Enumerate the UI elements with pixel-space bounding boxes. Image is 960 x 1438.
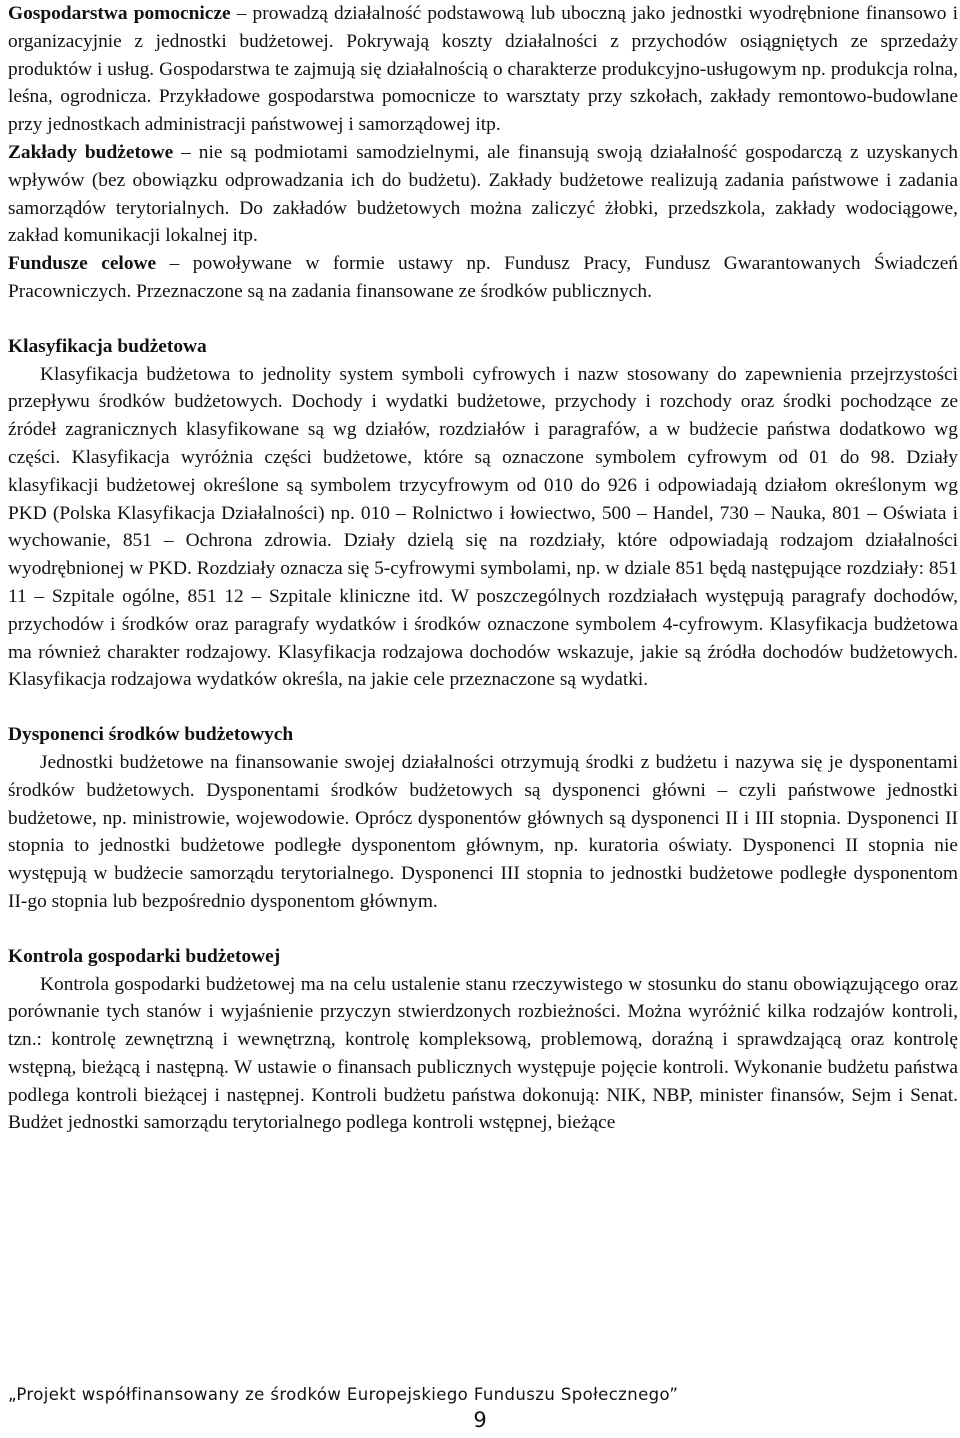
section-kontrola	[8, 943, 958, 1138]
section-body: Klasyfikacja budżetowa to jednolity system symboli cyfrowych i nazw stosowany do zapewnienia przejrzystości przepływu środków budżetowych. Dochody i wydatki budżetowe, przychody i rozchody oraz środki pochodzące ze źródeł zagranicznych klasyfikowane są wg działów, rozdziałów i paragrafów, a w budżecie państwa dodatkowo wg części. Klasyfikacja wyróżnia części budżetowe, które są oznaczone symbolem cyfrowym od 01 do 98. Działy klasyfikacji budżetowej określone są symbolem trzycyfrowym od 010 do 926 i odpowiadają działom określonym wg PKD (Polska Klasyfikacja Działalności) np. 010 – Rolnictwo i łowiectwo, 500 – Handel, 730 – Nauka, 801 – Oświata i wychowanie, 851 – Ochrona zdrowia. Działy dzielą się na rozdziały, które odpowiadają rodzajom działalności wyodrębnionej w PKD. Rozdziały oznacza się 5-cyfrowymi symbolami, np. w dziale 851 będą następujące rozdziały: 851 11 – Szpitale ogólne, 851 12 – Szpitale kliniczne itd. W poszczególnych rozdziałach występują paragrafy dochodów, przychodów i środków oraz paragrafy wydatków i środków oznaczone symbolem 4-cyfrowym. Klasyfikacja budżetowa ma również charakter rodzajowy. Klasyfikacja rodzajowa dochodów wskazuje, jakie są źródła dochodów budżetowych. Klasyfikacja rodzajowa wydatków określa, na jakie cele przeznaczone są wydatki.	[8, 363, 958, 691]
term-fundusze-celowe: Fundusze celowe	[8, 253, 157, 275]
definition-zaklady-budzetowe: – nie są podmiotami samodzielnymi, ale finansują swoją działalność gospodarczą z uzyskanych wpływów (bez obowiązku odprowadzania ich do budżetu). Zakłady budżetowe realizują zadania państwowe i zadania samorządów terytorialnych. Do zakładów budżetowych można zaliczyć żłobki, przedszkola, zakłady wodociągowe, zakład komunikacji lokalnej itp.	[8, 141, 959, 247]
footer-note: „Projekt współfinansowany ze środków Europejskiego Funduszu Społecznego”	[8, 1385, 679, 1404]
paragraph-fundusze-celowe	[8, 250, 958, 306]
section-body: Kontrola gospodarki budżetowej ma na celu ustalenie stanu rzeczywistego w stosunku do stanu obowiązującego oraz porównanie tych stanów i wyjaśnienie przyczyn stwierdzonych rozbieżności. Można wyróżnić kilka rodzajów kontroli, tzn.: kontrolę zewnętrzną i wewnętrzną, kontrolę kompleksową, problemową, doraźną i sprawdzającą oraz kontrolę wstępną, bieżącą i następną. W ustawie o finansach publicznych występuje pojęcie kontroli. Wykonanie budżetu państwa podlega kontroli bieżącej i następnej. Kontroli budżetu państwa dokonują: NIK, NBP, minister finansów, Sejm i Senat. Budżet jednostki samorządu terytorialnego podlega kontroli wstępnej, bieżące	[8, 973, 958, 1134]
term-zaklady-budzetowe: Zakłady budżetowe	[8, 141, 174, 163]
section-heading: Dysponenci środków budżetowych	[8, 724, 294, 746]
page-number: 9	[473, 1408, 487, 1432]
section-heading: Klasyfikacja budżetowa	[8, 335, 207, 357]
section-body: Jednostki budżetowe na finansowanie swojej działalności otrzymują środki z budżetu i nazywa się je dysponentami środków budżetowych. Dysponentami środków budżetowych są dysponenci główni – czyli państwowe jednostki budżetowe, np. ministrowie, wojewodowie. Oprócz dysponentów głównych są dysponenci II i III stopnia. Dysponenci II stopnia to jednostki budżetowe podległe dysponentom głównym, np. kuratoria oświaty. Dysponenci II stopnia nie występują w budżecie samorządu terytorialnego. Dysponenci III stopnia to jednostki budżetowe podległe dysponentom II-go stopnia lub bezpośrednio dysponentom głównym.	[8, 751, 958, 912]
definition-gospodarstwa-pomocnicze: – prowadzą działalność podstawową lub uboczną jako jednostki wyodrębnione finansowo i organizacyjnie z jednostki budżetowej. Pokrywają koszty działalności z przychodów osiągniętych ze sprzedaży produktów i usług. Gospodarstwa te zajmują się działalnością o charakterze produkcyjno-usługowym np. produkcja rolna, leśna, ogrodnicza. Przykładowe gospodarstwa pomocnicze to warsztaty przy szkołach, zakłady remontowo-budowlane przy jednostkach administracji państwowej i samorządowej itp.	[8, 3, 958, 136]
paragraph-gospodarstwa-pomocnicze	[8, 0, 958, 139]
document-page	[8, 0, 958, 1137]
definition-fundusze-celowe: – powoływane w formie ustawy np. Fundusz Pracy, Fundusz Gwarantowanych Świadczeń Pracowniczych. Przeznaczone są na zadania finansowane ze środków publicznych.	[8, 253, 959, 302]
paragraph-zaklady-budzetowe	[8, 139, 958, 250]
section-heading: Kontrola gospodarki budżetowej	[8, 945, 281, 967]
section-dysponenci	[8, 721, 958, 916]
section-klasyfikacja-budzetowa	[8, 333, 958, 694]
term-gospodarstwa-pomocnicze: Gospodarstwa pomocnicze	[8, 3, 231, 24]
